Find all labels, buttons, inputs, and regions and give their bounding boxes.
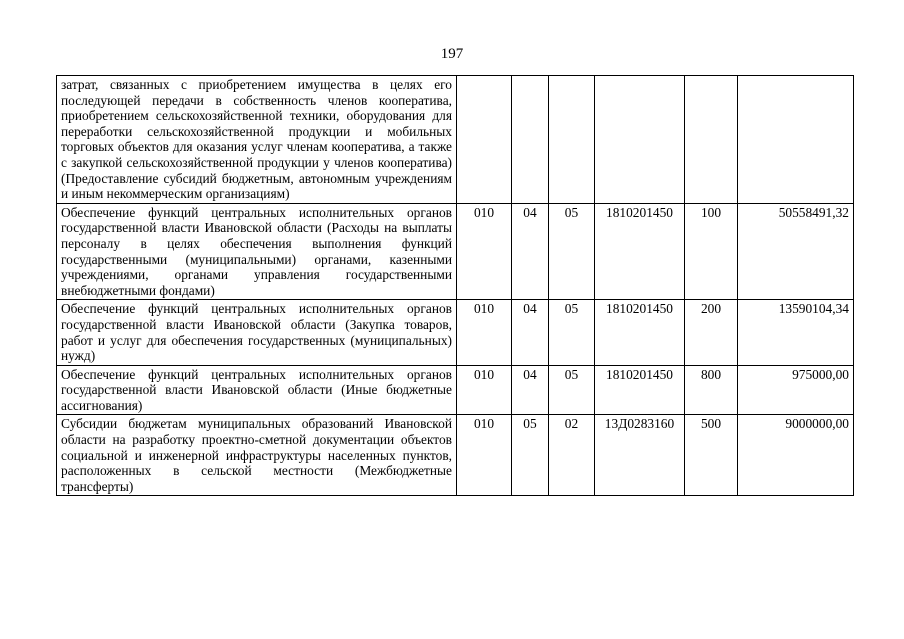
row-description: Обеспечение функций центральных исполнительных органов государственной власти Ивановской области (Расходы на выплаты персоналу в целях обеспечения выполнения функций государственными (муниципальными) органами, казенными учреждениями, органами управления государственными внебюджетными фондами)	[57, 203, 457, 300]
subsection-code-cell: 05	[549, 365, 595, 415]
expense-type-cell: 500	[685, 415, 738, 496]
target-article-cell: 1810201450	[595, 300, 685, 365]
section-code-cell	[512, 76, 549, 204]
target-article-cell	[595, 76, 685, 204]
amount-cell: 975000,00	[738, 365, 854, 415]
subsection-code-cell: 05	[549, 203, 595, 300]
table-row	[57, 300, 854, 365]
amount-cell	[738, 76, 854, 204]
amount-cell: 13590104,34	[738, 300, 854, 365]
subsection-code-cell: 05	[549, 300, 595, 365]
amount-cell: 9000000,00	[738, 415, 854, 496]
table-row	[57, 365, 854, 415]
ministry-code-cell	[457, 76, 512, 204]
budget-table	[56, 75, 854, 496]
expense-type-cell	[685, 76, 738, 204]
table-row	[57, 76, 854, 204]
target-article-cell: 1810201450	[595, 203, 685, 300]
expense-type-cell: 200	[685, 300, 738, 365]
target-article-cell: 1810201450	[595, 365, 685, 415]
expense-type-cell: 800	[685, 365, 738, 415]
row-description: затрат, связанных с приобретением имущества в целях его последующей передачи в собственность членов кооператива, приобретением сельскохозяйственной техники, оборудования для переработки сельскохозяйственной продукции и мобильных торговых объектов для оказания услуг членам кооператива, а также с закупкой сельскохозяйственной продукции у членов кооператива) (Предоставление субсидий бюджетным, автономным учреждениям и иным некоммерческим организациям)	[57, 76, 457, 204]
section-code-cell: 04	[512, 365, 549, 415]
row-description: Обеспечение функций центральных исполнительных органов государственной власти Ивановской области (Закупка товаров, работ и услуг для обеспечения государственных (муниципальных) нужд)	[57, 300, 457, 365]
section-code-cell: 04	[512, 300, 549, 365]
ministry-code-cell: 010	[457, 300, 512, 365]
table-row	[57, 203, 854, 300]
row-description: Субсидии бюджетам муниципальных образований Ивановской области на разработку проектно-сметной документации объектов социальной и инженерной инфраструктуры населенных пунктов, расположенных в сельской местности (Межбюджетные трансферты)	[57, 415, 457, 496]
row-description: Обеспечение функций центральных исполнительных органов государственной власти Ивановской области (Иные бюджетные ассигнования)	[57, 365, 457, 415]
table-row	[57, 415, 854, 496]
page-number: 197	[440, 46, 464, 62]
section-code-cell: 05	[512, 415, 549, 496]
ministry-code-cell: 010	[457, 365, 512, 415]
section-code-cell: 04	[512, 203, 549, 300]
amount-cell: 50558491,32	[738, 203, 854, 300]
ministry-code-cell: 010	[457, 415, 512, 496]
target-article-cell: 13Д0283160	[595, 415, 685, 496]
subsection-code-cell: 02	[549, 415, 595, 496]
expense-type-cell: 100	[685, 203, 738, 300]
ministry-code-cell: 010	[457, 203, 512, 300]
subsection-code-cell	[549, 76, 595, 204]
